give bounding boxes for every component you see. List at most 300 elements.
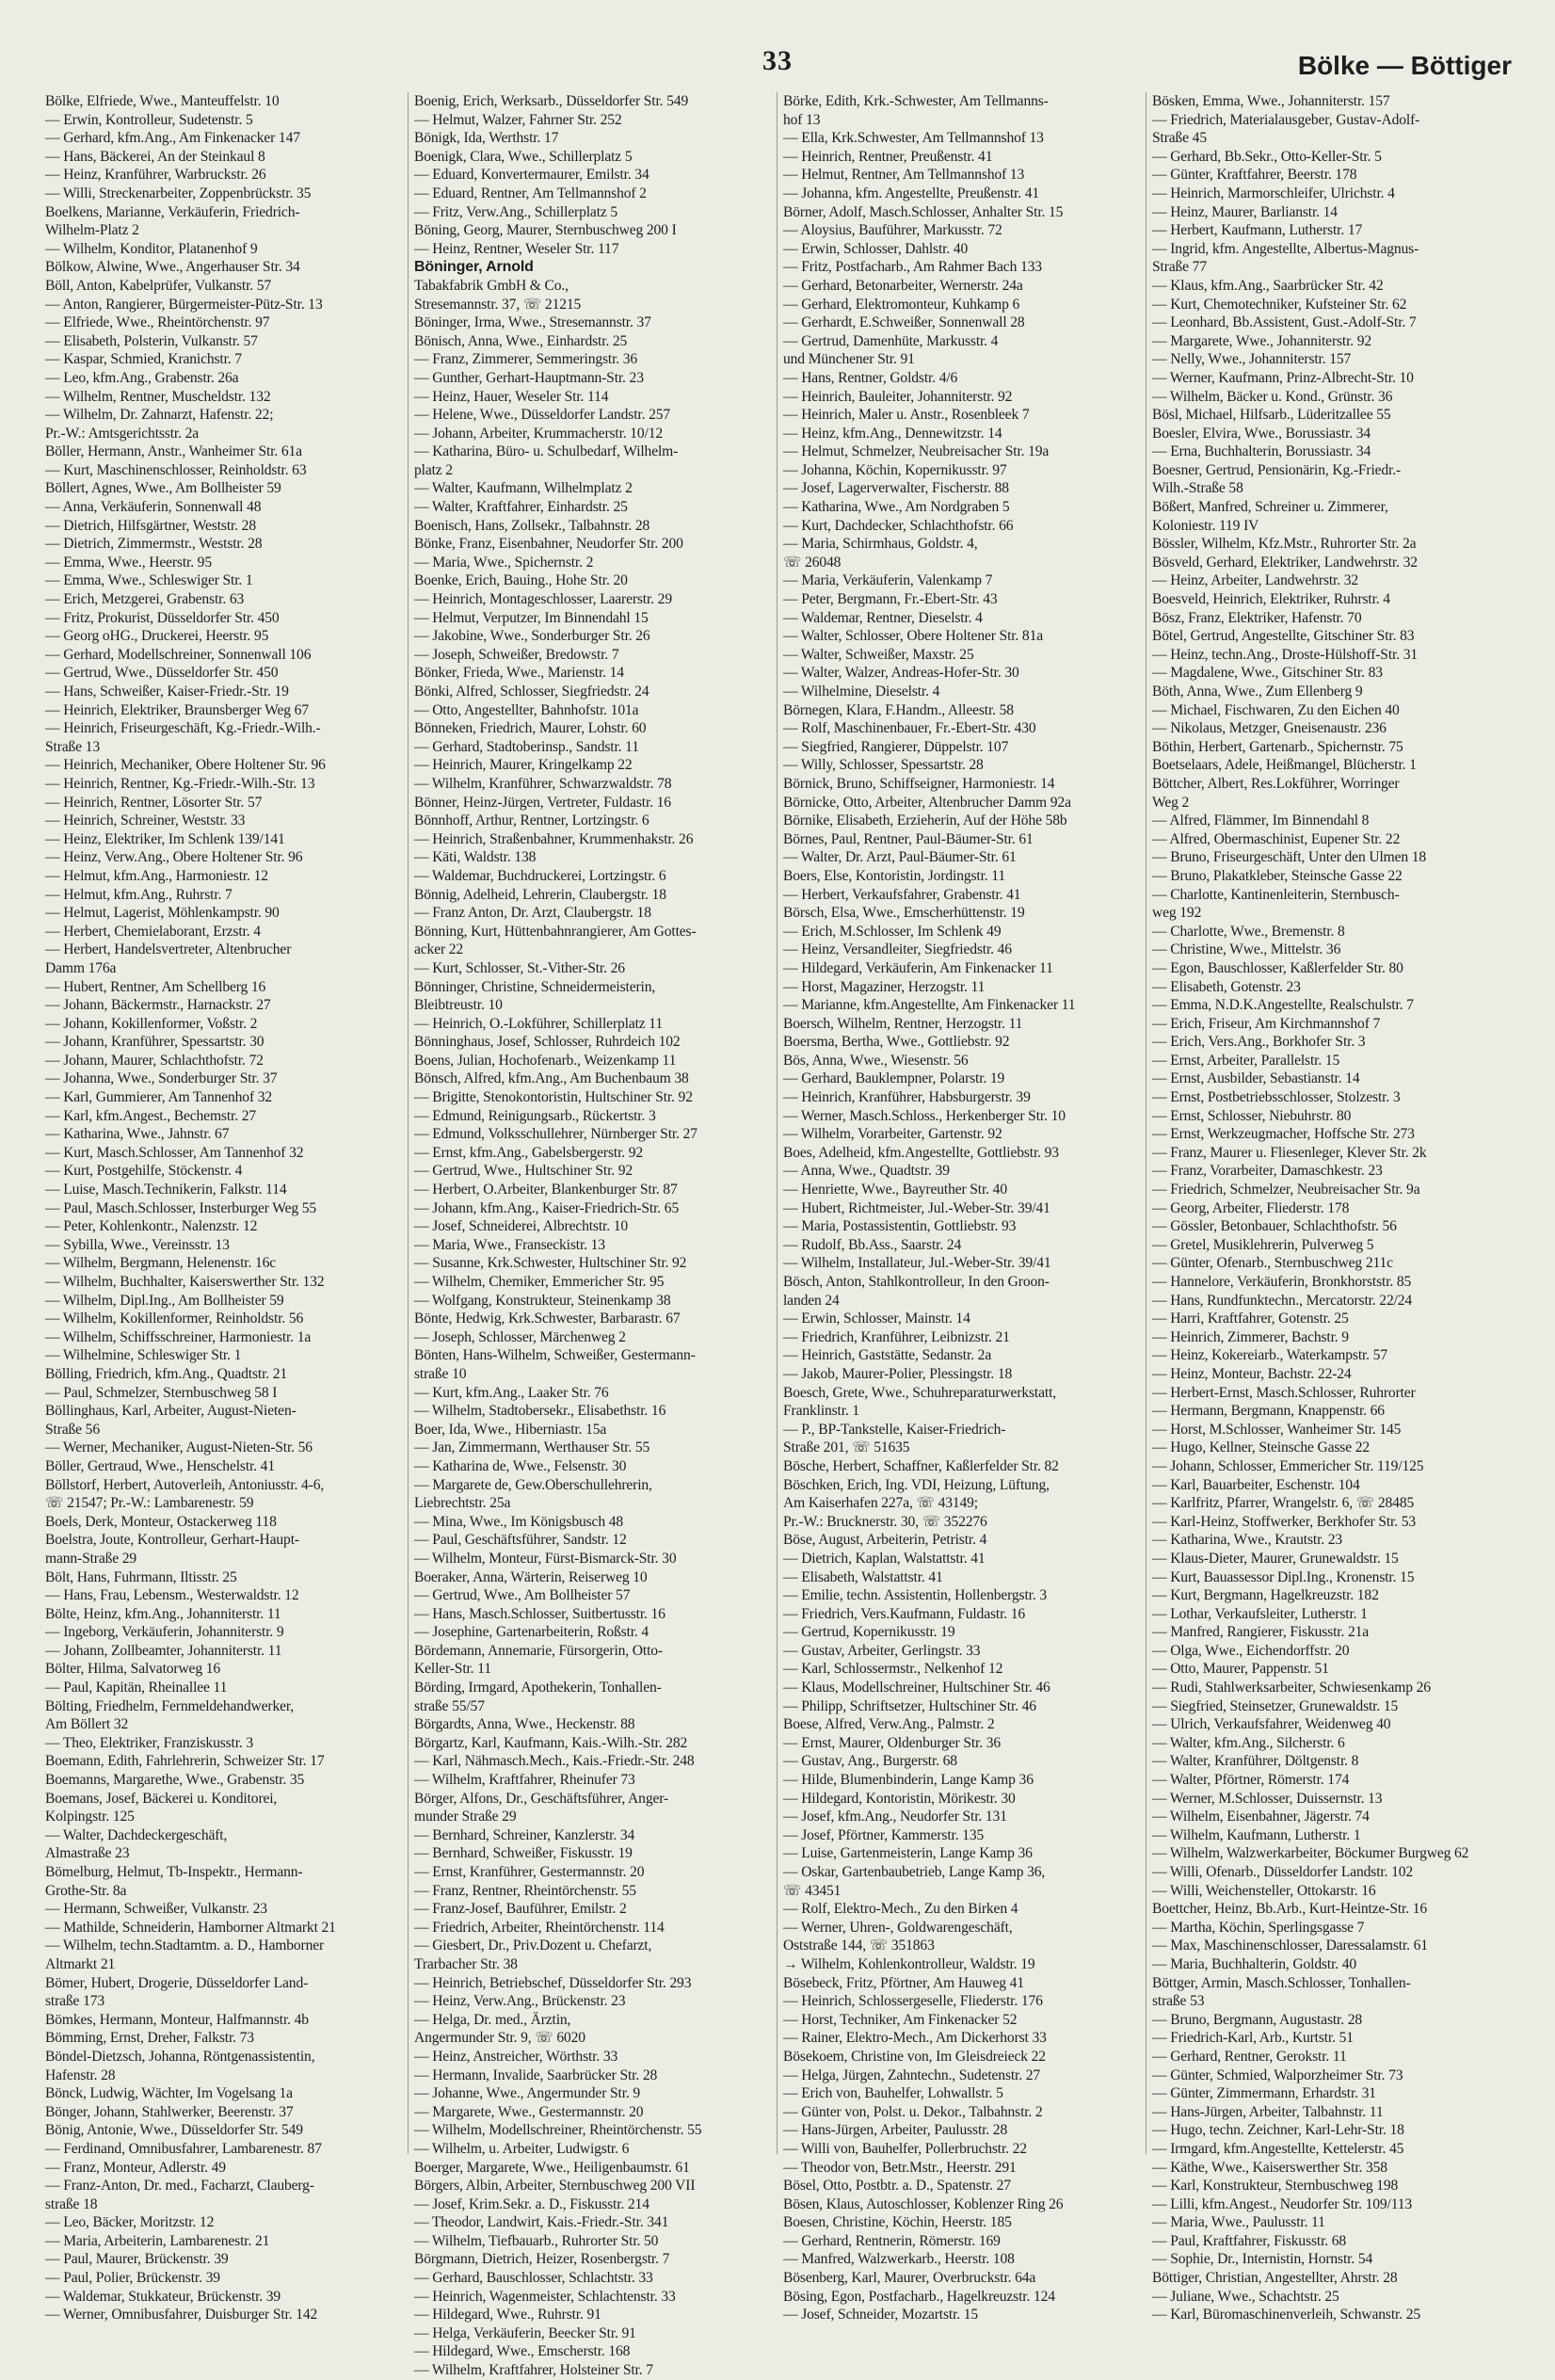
directory-entry: — Emma, Wwe., Heerstr. 95	[45, 554, 212, 571]
directory-entry: Bösing, Egon, Postfacharb., Hagelkreuzstr. 124	[783, 2288, 1055, 2305]
directory-entry: — Horst, Magaziner, Herzogstr. 11	[783, 978, 986, 995]
directory-entry: — Gerhard, Rentnerin, Römerstr. 169	[783, 2232, 1001, 2249]
directory-entry: — Paul, Kraftfahrer, Fiskusstr. 68	[1152, 2232, 1347, 2249]
directory-entry: Bösenberg, Karl, Maurer, Overbruckstr. 64a	[783, 2270, 1036, 2287]
columns	[40, 92, 1515, 2379]
directory-entry: — Karl, Bauarbeiter, Eschenstr. 104	[1152, 1476, 1360, 1493]
directory-entry: Bönck, Ludwig, Wächter, Im Vogelsang 1a	[45, 2085, 293, 2102]
directory-entry: — Katharina, Wwe., Krautstr. 23	[1152, 1532, 1343, 1549]
directory-entry: — Hugo, Kellner, Steinsche Gasse 22	[1152, 1439, 1371, 1456]
directory-entry: — Heinrich, Kranführer, Habsburgerstr. 39	[783, 1089, 1031, 1106]
directory-entry: — Heinrich, O.-Lokführer, Schillerplatz 11	[414, 1015, 664, 1032]
directory-entry: — Manfred, Rangierer, Fiskusstr. 21a	[1152, 1624, 1370, 1641]
directory-entry: — Egon, Bauschlosser, Kaßlerfelder Str. 80	[1152, 959, 1403, 976]
directory-entry: — Manfred, Walzwerkarb., Heerstr. 108	[783, 2251, 1015, 2268]
directory-entry: — Kurt, Dachdecker, Schlachthofstr. 66	[783, 517, 1014, 534]
directory-entry: — Hubert, Richtmeister, Jul.-Weber-Str. 39/41	[783, 1199, 1050, 1216]
column-3	[778, 92, 1146, 2324]
directory-entry: — Erich, Metzgerei, Grabenstr. 63	[45, 591, 245, 608]
directory-entry: — Peter, Bergmann, Fr.-Ebert-Str. 43	[783, 591, 998, 608]
directory-entry: — Karl, Schlossermstr., Nelkenhof 12	[783, 1661, 1003, 1678]
directory-entry: — Gertrud, Kopernikusstr. 19	[783, 1624, 955, 1641]
directory-entry: — Kurt, Postgehilfe, Stöckenstr. 4	[45, 1163, 243, 1180]
directory-entry: — Katharina, Wwe., Am Nordgraben 5	[783, 499, 1010, 516]
directory-entry: — Sybilla, Wwe., Vereinsstr. 13	[45, 1236, 230, 1253]
directory-entry: Boerger, Margarete, Wwe., Heiligenbaumstr. 61	[414, 2159, 690, 2176]
directory-entry: — Olga, Wwe., Eichendorffstr. 20	[1152, 1642, 1350, 1659]
directory-entry: — Heinrich, Rentner, Preußenstr. 41	[783, 148, 993, 165]
directory-entry: — Erich von, Bauhelfer, Lohwallstr. 5	[783, 2085, 1003, 2102]
directory-entry: — Fritz, Postfacharb., Am Rahmer Bach 133	[783, 259, 1042, 276]
directory-entry: und Münchener Str. 91	[783, 351, 915, 368]
directory-entry: — Hermann, Schweißer, Vulkanstr. 23	[45, 1901, 267, 1918]
directory-entry: — Josephine, Gartenarbeiterin, Roßstr. 4	[414, 1624, 649, 1641]
directory-entry: Bleibtreustr. 10	[414, 997, 503, 1014]
directory-entry: — Kurt, Schlosser, St.-Vither-Str. 26	[414, 959, 625, 976]
directory-entry: — Heinrich, Rentner, Lösorter Str. 57	[45, 794, 263, 811]
directory-entry: — Wilhelm, Bäcker u. Kond., Grünstr. 36	[1152, 388, 1393, 405]
directory-entry: — Günter, Zimmermann, Erhardstr. 31	[1152, 2085, 1376, 2102]
directory-entry: Böse, August, Arbeiterin, Petristr. 4	[783, 1532, 987, 1549]
directory-entry: — Wilhelm, Chemiker, Emmericher Str. 95	[414, 1274, 665, 1290]
directory-entry: — Helmut, Verputzer, Im Binnendahl 15	[414, 609, 649, 626]
directory-entry: Bölt, Hans, Fuhrmann, Iltisstr. 25	[45, 1568, 237, 1585]
directory-entry: — Karl, Büromaschinenverleih, Schwanstr. 25	[1152, 2307, 1421, 2324]
directory-entry: — Irmgard, kfm.Angestellte, Kettelerstr. 45	[1152, 2140, 1404, 2157]
directory-entry: Börke, Edith, Krk.-Schwester, Am Tellmanns-	[783, 93, 1049, 109]
directory-entry: Börgers, Albin, Arbeiter, Sternbuschweg 200 VII	[414, 2178, 696, 2195]
directory-entry: — Ella, Krk.Schwester, Am Tellmannshof 13	[783, 130, 1044, 147]
directory-entry: — Bruno, Bergmann, Augustastr. 28	[1152, 2011, 1363, 2028]
directory-entry: — Franz, Monteur, Adlerstr. 49	[45, 2159, 226, 2176]
directory-entry: — Wilhelmine, Schleswiger Str. 1	[45, 1347, 242, 1364]
directory-entry: — Joseph, Schweißer, Bredowstr. 7	[414, 646, 619, 663]
directory-entry: Börgmann, Dietrich, Heizer, Rosenbergstr. 7	[414, 2251, 670, 2268]
directory-entry: — Heinz, Hauer, Weseler Str. 114	[414, 388, 609, 405]
directory-entry: — Horst, Techniker, Am Finkenacker 52	[783, 2011, 1018, 2028]
directory-entry: Bönke, Franz, Eisenbahner, Neudorfer Str. 200	[414, 536, 683, 553]
directory-entry: — Lilli, kfm.Angest., Neudorfer Str. 109/113	[1152, 2195, 1413, 2212]
directory-entry: — Johann, Bäckermstr., Harnackstr. 27	[45, 997, 271, 1014]
directory-entry: — Hildegard, Verkäuferin, Am Finkenacker 11	[783, 959, 1053, 976]
directory-entry: — Heinrich, Zimmerer, Bachstr. 9	[1152, 1328, 1349, 1345]
directory-entry: Tabakfabrik GmbH & Co.,	[414, 277, 569, 294]
directory-entry: — Franz, Maurer u. Fliesenleger, Klever Str. 2k	[1152, 1144, 1427, 1161]
directory-entry: — Erwin, Schlosser, Dahlstr. 40	[783, 240, 969, 257]
directory-entry: straße 55/57	[414, 1697, 485, 1714]
directory-entry: — Wilhelm, Installateur, Jul.-Weber-Str. 39/41	[783, 1255, 1051, 1272]
directory-entry: Böllstorf, Herbert, Autoverleih, Antoniusstr. 4-6,	[45, 1476, 325, 1493]
directory-entry: Bösen, Klaus, Autoschlosser, Koblenzer Ring 26	[783, 2195, 1064, 2212]
directory-entry: — Elisabeth, Walstattstr. 41	[783, 1568, 943, 1585]
directory-entry: — Werner, Masch.Schloss., Herkenberger Str. 10	[783, 1107, 1066, 1124]
directory-entry: — Paul, Maurer, Brückenstr. 39	[45, 2251, 229, 2268]
directory-entry: — Willi, Streckenarbeiter, Zoppenbrückstr. 35	[45, 185, 312, 201]
directory-entry: Boersch, Wilhelm, Rentner, Herzogstr. 11	[783, 1015, 1023, 1032]
directory-entry: Boetselaars, Adele, Heißmangel, Blücherstr. 1	[1152, 757, 1417, 774]
directory-entry: landen 24	[783, 1292, 840, 1309]
directory-entry: — Ernst, Schlosser, Niebuhrstr. 80	[1152, 1107, 1352, 1124]
directory-entry: — Josef, Schneiderei, Albrechtstr. 10	[414, 1218, 629, 1235]
directory-entry: — Luise, Masch.Technikerin, Falkstr. 114	[45, 1182, 287, 1198]
directory-entry: — Friedrich, Kranführer, Leibnizstr. 21	[783, 1328, 1010, 1345]
directory-entry: — Wilhelm, Konditor, Platanenhof 9	[45, 240, 258, 257]
directory-entry: hof 13	[783, 111, 821, 128]
directory-entry: Keller-Str. 11	[414, 1661, 491, 1678]
directory-entry: — P., BP-Tankstelle, Kaiser-Friedrich-	[783, 1421, 1006, 1438]
directory-entry: — Edmund, Reinigungsarb., Rückertstr. 3	[414, 1107, 656, 1124]
directory-entry: — Hans, Rundfunktechn., Mercatorstr. 22/24	[1152, 1292, 1413, 1309]
directory-entry: — Heinz, Maurer, Barlianstr. 14	[1152, 203, 1338, 220]
directory-entry: Bönig, Antonie, Wwe., Düsseldorfer Str. 549	[45, 2122, 303, 2139]
directory-entry: Börding, Irmgard, Apothekerin, Tonhallen-	[414, 1680, 662, 1697]
directory-entry: — Paul, Masch.Schlosser, Insterburger Weg 55	[45, 1199, 317, 1216]
directory-entry: Böller, Gertraud, Wwe., Henschelstr. 41	[45, 1457, 275, 1474]
directory-entry: — Josef, Schneider, Mozartstr. 15	[783, 2307, 979, 2324]
directory-entry: — Mathilde, Schneiderin, Hamborner Altmarkt 21	[45, 1919, 336, 1936]
directory-entry: — Katharina de, Wwe., Felsenstr. 30	[414, 1457, 627, 1474]
directory-entry: Almastraße 23	[45, 1845, 130, 1862]
directory-entry: — Gerhard, Bb.Sekr., Otto-Keller-Str. 5	[1152, 148, 1382, 165]
directory-entry: platz 2	[414, 461, 453, 478]
directory-entry: — Helmut, Schmelzer, Neubreisacher Str. 19a	[783, 443, 1050, 460]
directory-entry: — Wilhelm, Dr. Zahnarzt, Hafenstr. 22;	[45, 407, 274, 424]
directory-entry: — Günter, Ofenarb., Sternbuschweg 211c	[1152, 1255, 1393, 1272]
directory-entry: ☏ 43451	[783, 1882, 842, 1899]
directory-entry: Bölkow, Alwine, Wwe., Angerhauser Str. 34	[45, 259, 300, 276]
directory-entry: — Herbert-Ernst, Masch.Schlosser, Ruhrorter	[1152, 1384, 1416, 1401]
directory-entry: — Ernst, kfm.Ang., Gabelsbergerstr. 92	[414, 1144, 644, 1161]
directory-entry: — Jakobine, Wwe., Sonderburger Str. 26	[414, 628, 650, 645]
directory-entry: Bös, Anna, Wwe., Wiesenstr. 56	[783, 1052, 969, 1069]
directory-entry: — Mina, Wwe., Im Königsbusch 48	[414, 1513, 624, 1530]
directory-entry: — Johann, Kranführer, Spessartstr. 30	[45, 1034, 265, 1051]
directory-entry: — Willi, Ofenarb., Düsseldorfer Landstr. 102	[1152, 1864, 1414, 1880]
directory-entry: Böndel-Dietzsch, Johanna, Röntgenassistentin,	[45, 2048, 315, 2065]
directory-entry: weg 192	[1152, 905, 1202, 922]
directory-entry: — Emma, N.D.K.Angestellte, Realschulstr. 7	[1152, 997, 1414, 1014]
directory-entry: Bössler, Wilhelm, Kfz.Mstr., Ruhrorter Str. 2a	[1152, 536, 1417, 553]
directory-entry: — Ingrid, kfm. Angestellte, Albertus-Magnus-	[1152, 240, 1419, 257]
directory-entry: — Waldemar, Stukkateur, Brückenstr. 39	[45, 2288, 281, 2305]
directory-entry: Boens, Julian, Hochofenarb., Weizenkamp 11	[414, 1052, 677, 1069]
directory-entry: Grothe-Str. 8a	[45, 1882, 127, 1899]
directory-entry: — Bernhard, Schreiner, Kanzlerstr. 34	[414, 1826, 635, 1843]
directory-entry: Bösl, Michael, Hilfsarb., Lüderitzallee 55	[1152, 407, 1391, 424]
directory-entry: — Eduard, Rentner, Am Tellmannshof 2	[414, 185, 647, 201]
directory-entry: — Maria, Wwe., Spichernstr. 2	[414, 554, 594, 571]
directory-entry: — Jan, Zimmermann, Werthauser Str. 55	[414, 1439, 650, 1456]
directory-entry: — Werner, Mechaniker, August-Nieten-Str. 56	[45, 1439, 313, 1456]
directory-entry: — Peter, Kohlenkontr., Nalenzstr. 12	[45, 1218, 258, 1235]
directory-entry: — Heinz, Kokereiarb., Waterkampstr. 57	[1152, 1347, 1387, 1364]
directory-entry: Bönner, Heinz-Jürgen, Vertreter, Fuldastr. 16	[414, 794, 671, 811]
directory-entry: Boes, Adelheid, kfm.Angestellte, Gottliebstr. 93	[783, 1144, 1059, 1161]
directory-entry: — Heinrich, Gaststätte, Sedanstr. 2a	[783, 1347, 992, 1364]
directory-entry: Pr.-W.: Amtsgerichtsstr. 2a	[45, 425, 200, 442]
directory-entry: — Helmut, kfm.Ang., Harmoniestr. 12	[45, 867, 268, 884]
directory-entry: — Hubert, Rentner, Am Schellberg 16	[45, 978, 266, 995]
directory-entry: Bölter, Hilma, Salvatorweg 16	[45, 1661, 221, 1678]
directory-entry: — Helmut, kfm.Ang., Ruhrstr. 7	[45, 886, 232, 903]
directory-entry: — Heinrich, Rentner, Kg.-Friedr.-Wilh.-Str. 13	[45, 775, 315, 792]
directory-entry: — Willi, Weichensteller, Ottokarstr. 16	[1152, 1882, 1376, 1899]
directory-entry: — Helga, Verkäuferin, Beecker Str. 91	[414, 2324, 636, 2341]
directory-entry: Böllert, Agnes, Wwe., Am Bollheister 59	[45, 480, 281, 497]
directory-entry: — Kurt, Maschinenschlosser, Reinholdstr. 63	[45, 461, 307, 478]
directory-entry: — Helmut, Rentner, Am Tellmannshof 13	[783, 167, 1025, 184]
directory-entry: — Werner, Kaufmann, Prinz-Albrecht-Str. 10	[1152, 369, 1414, 386]
directory-entry: Bösken, Emma, Wwe., Johanniterstr. 157	[1152, 93, 1390, 109]
directory-entry: — Lothar, Verkaufsleiter, Lutherstr. 1	[1152, 1605, 1368, 1622]
directory-entry: — Elisabeth, Gotenstr. 23	[1152, 978, 1301, 995]
directory-entry: — Jakob, Maurer-Polier, Plessingstr. 18	[783, 1365, 1013, 1382]
directory-entry: — Walter, Walzer, Andreas-Hofer-Str. 30	[783, 665, 1019, 682]
directory-entry: Boelstra, Joute, Kontrolleur, Gerhart-Haupt-	[45, 1532, 299, 1549]
directory-entry: Wilh.-Straße 58	[1152, 480, 1243, 497]
directory-entry: — Maria, Wwe., Paulusstr. 11	[1152, 2214, 1325, 2231]
directory-entry: — Erwin, Schlosser, Mainstr. 14	[783, 1311, 970, 1327]
directory-entry: Boelkens, Marianne, Verkäuferin, Friedrich-	[45, 203, 300, 220]
directory-entry: Liebrechtstr. 25a	[414, 1495, 511, 1512]
directory-entry: — Josef, Pförtner, Kammerstr. 135	[783, 1826, 985, 1843]
directory-entry: — Walter, Pförtner, Römerstr. 174	[1152, 1772, 1350, 1789]
directory-entry: — Joseph, Schlosser, Märchenweg 2	[414, 1328, 626, 1345]
directory-entry: — Heinrich, Mechaniker, Obere Holtener Str. 96	[45, 757, 326, 774]
directory-entry: — Paul, Schmelzer, Sternbuschweg 58 I	[45, 1384, 278, 1401]
directory-entry: — Friedrich, Schmelzer, Neubreisacher Str. 9a	[1152, 1182, 1420, 1198]
directory-entry: Boels, Derk, Monteur, Ostackerweg 118	[45, 1513, 277, 1530]
directory-entry: — Johann, Kokillenformer, Voßstr. 2	[45, 1015, 258, 1032]
directory-entry: — Walter, Kraftfahrer, Einhardstr. 25	[414, 499, 628, 516]
directory-entry: Bördemann, Annemarie, Fürsorgerin, Otto-	[414, 1642, 663, 1659]
directory-entry: — Wilhelm, Kranführer, Schwarzwaldstr. 78	[414, 775, 672, 792]
directory-entry: Bömming, Ernst, Dreher, Falkstr. 73	[45, 2030, 254, 2047]
directory-entry: — Hans, Schweißer, Kaiser-Friedr.-Str. 19	[45, 683, 289, 700]
directory-entry: — Wilhelm, Kraftfahrer, Holsteiner Str. 7	[414, 2362, 653, 2379]
directory-entry: — Wilhelm, Monteur, Fürst-Bismarck-Str. 30	[414, 1550, 677, 1567]
directory-entry: Boenke, Erich, Bauing., Hohe Str. 20	[414, 572, 628, 589]
directory-entry: — Gerhard, kfm.Ang., Am Finkenacker 147	[45, 130, 300, 147]
directory-entry: Bösz, Franz, Elektriker, Hafenstr. 70	[1152, 609, 1362, 626]
directory-entry: — Theodor von, Betr.Mstr., Heerstr. 291	[783, 2159, 1017, 2176]
directory-entry: Böthin, Herbert, Gartenarb., Spichernstr. 75	[1152, 738, 1403, 755]
directory-entry: — Wilhelm, Kaufmann, Lutherstr. 1	[1152, 1826, 1361, 1843]
directory-entry: Boemanns, Margarethe, Wwe., Grabenstr. 35	[45, 1772, 305, 1789]
directory-entry: — Margarete, Wwe., Gestermannstr. 20	[414, 2103, 644, 2120]
directory-entry: — Franz Anton, Dr. Arzt, Claubergstr. 18	[414, 905, 651, 922]
directory-entry: — Wilhelm, Stadtobersekr., Elisabethstr. 16	[414, 1403, 666, 1420]
directory-entry: — Philipp, Schriftsetzer, Hultschiner Str. 46	[783, 1697, 1036, 1714]
directory-entry: Kolpingstr. 125	[45, 1809, 135, 1825]
directory-entry: — Käthe, Wwe., Kaiserswerther Str. 358	[1152, 2159, 1387, 2176]
directory-entry: straße 173	[45, 1993, 105, 2010]
directory-entry: acker 22	[414, 941, 464, 958]
directory-entry: — Margarete, Wwe., Johanniterstr. 92	[1152, 332, 1372, 349]
directory-entry: Bönte, Hedwig, Krk.Schwester, Barbarastr. 67	[414, 1311, 681, 1327]
directory-entry: — Willi von, Bauhelfer, Pollerbruchstr. 22	[783, 2140, 1027, 2157]
directory-entry: — Karl, Konstrukteur, Sternbuschweg 198	[1152, 2178, 1399, 2195]
directory-entry: — Gretel, Musiklehrerin, Pulverweg 5	[1152, 1236, 1374, 1253]
directory-entry: — Erich, M.Schlosser, Im Schlenk 49	[783, 923, 1002, 940]
directory-entry: — Johanna, kfm. Angestellte, Preußenstr. 41	[783, 185, 1040, 201]
directory-entry: — Maria, Wwe., Franseckistr. 13	[414, 1236, 605, 1253]
directory-entry: Bösch, Anton, Stahlkontrolleur, In den Groon-	[783, 1274, 1050, 1290]
directory-entry: — Josef, kfm.Ang., Neudorfer Str. 131	[783, 1809, 1007, 1825]
directory-entry: — Bruno, Plakatkleber, Steinsche Gasse 22	[1152, 867, 1403, 884]
directory-entry: Bölting, Friedhelm, Fernmeldehandwerker,	[45, 1697, 295, 1714]
directory-entry: Böninger, Irma, Wwe., Stresemannstr. 37	[414, 314, 651, 331]
directory-entry: — Friedrich, Materialausgeber, Gustav-Adolf-	[1152, 111, 1420, 128]
directory-entry: — Hannelore, Verkäuferin, Bronkhorststr. 85	[1152, 1274, 1412, 1290]
directory-entry: — Heinrich, Schlossergeselle, Fliederstr. 176	[783, 1993, 1043, 2010]
directory-entry: — Waldemar, Buchdruckerei, Lortzingstr. 6	[414, 867, 666, 884]
directory-entry: — Herbert, Handelsvertreter, Altenbrucher	[45, 941, 292, 958]
directory-entry: Bönnig, Adelheid, Lehrerin, Claubergstr. 18	[414, 886, 666, 903]
directory-entry: — Gunther, Gerhart-Hauptmann-Str. 23	[414, 369, 644, 386]
directory-entry: — Georg oHG., Druckerei, Heerstr. 95	[45, 628, 269, 645]
directory-entry: — Horst, M.Schlosser, Wanheimer Str. 145	[1152, 1421, 1402, 1438]
directory-entry: — Josef, Krim.Sekr. a. D., Fiskusstr. 214	[414, 2195, 649, 2212]
directory-entry: Böninger, Arnold	[414, 259, 534, 276]
directory-entry: — Alfred, Flämmer, Im Binnendahl 8	[1152, 812, 1370, 829]
directory-entry: Börner, Adolf, Masch.Schlosser, Anhalter Str. 15	[783, 203, 1064, 220]
column-4	[1146, 92, 1515, 2324]
directory-entry: Böttcher, Albert, Res.Lokführer, Worringer	[1152, 775, 1400, 792]
directory-entry: — Gertrud, Wwe., Am Bollheister 57	[414, 1587, 631, 1604]
directory-entry: Bösel, Otto, Postbtr. a. D., Spatenstr. 27	[783, 2178, 1011, 2195]
column-1	[40, 92, 409, 2324]
directory-entry: Boenigk, Clara, Wwe., Schillerplatz 5	[414, 148, 633, 165]
directory-entry: — Emma, Wwe., Schleswiger Str. 1	[45, 572, 253, 589]
directory-entry: — Heinz, Rentner, Weseler Str. 117	[414, 240, 619, 257]
directory-entry: — Sophie, Dr., Internistin, Hornstr. 54	[1152, 2251, 1373, 2268]
directory-entry: — Gerhard, Betonarbeiter, Wernerstr. 24a	[783, 277, 1023, 294]
directory-entry: — Wilhelm, Bergmann, Helenenstr. 16c	[45, 1255, 277, 1272]
directory-entry: — Walter, Dachdeckergeschäft,	[45, 1826, 228, 1843]
directory-entry: — Margarete de, Gew.Oberschullehrerin,	[414, 1476, 652, 1493]
directory-entry: — Walter, Kaufmann, Wilhelmplatz 2	[414, 480, 633, 497]
directory-entry: — Nikolaus, Metzger, Gneisenaustr. 236	[1152, 720, 1387, 737]
directory-entry: — Heinz, Arbeiter, Landwehrstr. 32	[1152, 572, 1359, 589]
directory-entry: — Heinz, Versandleiter, Siegfriedstr. 46	[783, 941, 1012, 958]
directory-entry: — Heinrich, Montageschlosser, Laarerstr. 29	[414, 591, 672, 608]
directory-entry: — Johann, Arbeiter, Krummacherstr. 10/12	[414, 425, 664, 442]
directory-entry: Bönninghaus, Josef, Schlosser, Ruhrdeich 102	[414, 1034, 681, 1051]
directory-entry: — Dietrich, Zimmermstr., Weststr. 28	[45, 536, 263, 553]
directory-entry: Am Böllert 32	[45, 1716, 129, 1733]
directory-entry: Boemann, Edith, Fahrlehrerin, Schweizer Str. 17	[45, 1753, 325, 1770]
directory-entry: Straße 56	[45, 1421, 100, 1438]
directory-entry: — Martha, Köchin, Sperlingsgasse 7	[1152, 1919, 1365, 1936]
directory-entry: — Bernhard, Schweißer, Fiskusstr. 19	[414, 1845, 633, 1862]
directory-entry: — Heinrich, Elektriker, Braunsberger Weg 67	[45, 701, 309, 718]
directory-entry: — Herbert, O.Arbeiter, Blankenburger Str. 87	[414, 1182, 678, 1198]
directory-entry: — Katharina, Wwe., Jahnstr. 67	[45, 1126, 230, 1143]
directory-entry: Altmarkt 21	[45, 1955, 116, 1972]
directory-entry: ☏ 21547; Pr.-W.: Lambarenestr. 59	[45, 1495, 254, 1512]
directory-entry: — Johann, Maurer, Schlachthofstr. 72	[45, 1052, 264, 1069]
directory-entry: munder Straße 29	[414, 1809, 517, 1825]
directory-entry: — Klaus, kfm.Ang., Saarbrücker Str. 42	[1152, 277, 1384, 294]
directory-entry: — Ernst, Ausbilder, Sebastianstr. 14	[1152, 1070, 1360, 1087]
directory-entry: — Kurt, Masch.Schlosser, Am Tannenhof 32	[45, 1144, 304, 1161]
directory-entry: — Gerhard, Modellschreiner, Sonnenwall 106	[45, 646, 312, 663]
directory-entry: — Siegfried, Steinsetzer, Grunewaldstr. 15	[1152, 1697, 1399, 1714]
directory-entry: — Werner, M.Schlosser, Duissernstr. 13	[1152, 1790, 1383, 1807]
directory-entry: Böll, Anton, Kabelprüfer, Vulkanstr. 57	[45, 277, 272, 294]
directory-entry: Boesner, Gertrud, Pensionärin, Kg.-Friedr.-	[1152, 461, 1402, 478]
directory-entry: — Werner, Omnibusfahrer, Duisburger Str. 142	[45, 2307, 318, 2324]
directory-entry: — Maria, Schirmhaus, Goldstr. 4,	[783, 536, 978, 553]
directory-entry: — Helene, Wwe., Düsseldorfer Landstr. 257	[414, 407, 671, 424]
directory-entry: — Walter, Kranführer, Döltgenstr. 8	[1152, 1753, 1359, 1770]
directory-entry: Böning, Georg, Maurer, Sternbuschweg 200 I	[414, 222, 677, 239]
directory-entry: — Ferdinand, Omnibusfahrer, Lambarenestr. 87	[45, 2140, 322, 2157]
directory-entry: — Max, Maschinenschlosser, Daressalamstr. 61	[1152, 1938, 1428, 1954]
directory-entry: Börger, Alfons, Dr., Geschäftsführer, Anger-	[414, 1790, 669, 1807]
directory-entry: — Heinz, Kranführer, Warbruckstr. 26	[45, 167, 266, 184]
directory-entry: — Wilhelm, Kokillenformer, Reinholdstr. 56	[45, 1311, 304, 1327]
directory-entry: — Gertrud, Wwe., Hultschiner Str. 92	[414, 1163, 633, 1180]
directory-entry: — Herbert, Kaufmann, Lutherstr. 17	[1152, 222, 1363, 239]
directory-entry: — Gerhard, Bauschlosser, Schlachtstr. 33	[414, 2270, 653, 2287]
directory-entry: — Hans, Rentner, Goldstr. 4/6	[783, 369, 958, 386]
directory-entry: — Gerhard, Rentner, Gerokstr. 11	[1152, 2048, 1347, 2065]
directory-entry: — Gerhard, Bauklempner, Polarstr. 19	[783, 1070, 1005, 1087]
directory-entry: — Kurt, kfm.Ang., Laaker Str. 76	[414, 1384, 609, 1401]
directory-entry: Boesch, Grete, Wwe., Schuhreparaturwerkstatt,	[783, 1384, 1057, 1401]
directory-entry: — Hildegard, Wwe., Ruhrstr. 91	[414, 2307, 601, 2324]
directory-entry: Böller, Hermann, Anstr., Wanheimer Str. 61a	[45, 443, 302, 460]
directory-entry: — Johann, Zollbeamter, Johanniterstr. 11	[45, 1642, 282, 1659]
directory-entry: — Siegfried, Rangierer, Düppelstr. 107	[783, 738, 1009, 755]
directory-entry: — Johanne, Wwe., Angermunder Str. 9	[414, 2085, 641, 2102]
directory-entry: — Wilhelm, Eisenbahner, Jägerstr. 74	[1152, 1809, 1370, 1825]
directory-entry: Boersma, Bertha, Wwe., Gottliebstr. 92	[783, 1034, 1010, 1051]
directory-entry: — Erich, Friseur, Am Kirchmannshof 7	[1152, 1015, 1381, 1032]
directory-entry: — Elisabeth, Polsterin, Vulkanstr. 57	[45, 332, 258, 349]
directory-entry: Bölte, Heinz, kfm.Ang., Johanniterstr. 11	[45, 1605, 281, 1622]
directory-entry: — Ingeborg, Verkäuferin, Johanniterstr. 9	[45, 1624, 284, 1641]
directory-entry: — Ulrich, Verkaufsfahrer, Weidenweg 40	[1152, 1716, 1391, 1733]
directory-entry: Bößert, Manfred, Schreiner u. Zimmerer,	[1152, 499, 1388, 516]
directory-entry: — Kaspar, Schmied, Kranichstr. 7	[45, 351, 242, 368]
directory-entry: — Helga, Dr. med., Ärztin,	[414, 2011, 571, 2028]
directory-entry: — Heinz, Elektriker, Im Schlenk 139/141	[45, 830, 285, 847]
directory-entry: Bösebeck, Fritz, Pförtner, Am Hauweg 41	[783, 1974, 1024, 1991]
directory-entry: Bömer, Hubert, Drogerie, Düsseldorfer Land-	[45, 1974, 309, 1991]
directory-entry: Straße 201, ☏ 51635	[783, 1439, 910, 1456]
directory-entry: — Hans, Masch.Schlosser, Suitbertusstr. 16	[414, 1605, 665, 1622]
directory-entry: — Wilhelm, u. Arbeiter, Ludwigstr. 6	[414, 2140, 630, 2157]
directory-entry: — Helga, Jürgen, Zahntechn., Sudetenstr. 27	[783, 2066, 1041, 2083]
directory-entry: — Walter, Dr. Arzt, Paul-Bäumer-Str. 61	[783, 849, 1017, 866]
directory-entry: — Wilhelm, Rentner, Muscheldstr. 132	[45, 388, 271, 405]
directory-entry: — Ernst, Werkzeugmacher, Hoffsche Str. 273	[1152, 1126, 1415, 1143]
directory-entry: — Heinz, Verw.Ang., Obere Holtener Str. 96	[45, 849, 303, 866]
directory-entry: — Dietrich, Kaplan, Walstattstr. 41	[783, 1550, 986, 1567]
directory-entry: — Susanne, Krk.Schwester, Hultschiner Str. 92	[414, 1255, 687, 1272]
directory-entry: — Maria, Postassistentin, Gottliebstr. 93	[783, 1218, 1017, 1235]
directory-entry: — Franz-Anton, Dr. med., Facharzt, Clauberg-	[45, 2178, 314, 2195]
directory-entry: Franklinstr. 1	[783, 1403, 860, 1420]
directory-entry: — Wilhelm, Kraftfahrer, Rheinufer 73	[414, 1772, 635, 1789]
directory-entry: Damm 176a	[45, 959, 117, 976]
directory-entry: — Heinz, Monteur, Bachstr. 22-24	[1152, 1365, 1352, 1382]
directory-entry: Bösche, Herbert, Schaffner, Kaßlerfelder Str. 82	[783, 1457, 1059, 1474]
directory-entry: Börnicke, Otto, Arbeiter, Altenbrucher Damm 92a	[783, 794, 1071, 811]
